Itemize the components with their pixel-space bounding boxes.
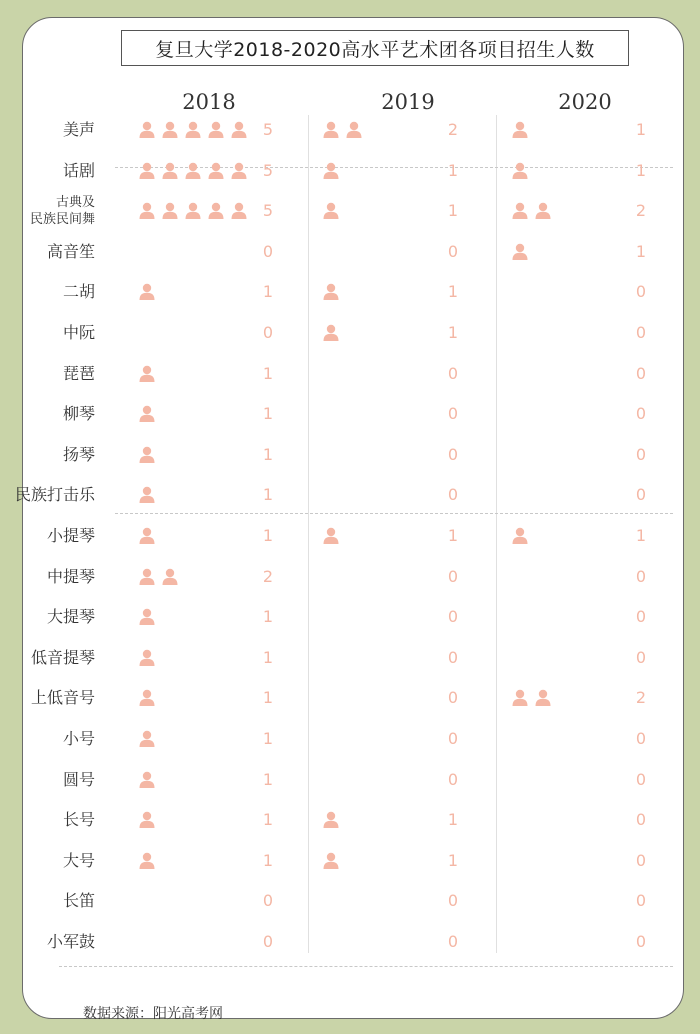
count-value: 1 xyxy=(262,850,274,870)
category-label: 话剧 xyxy=(62,160,95,180)
person-icon xyxy=(138,689,156,707)
column-separator xyxy=(496,115,497,953)
year-header: 2018 xyxy=(182,90,236,114)
person-icon xyxy=(161,568,179,586)
person-icon xyxy=(230,162,248,180)
count-value: 5 xyxy=(262,120,274,139)
count-value: 0 xyxy=(635,363,647,383)
count-value: 1 xyxy=(262,282,274,302)
person-icon xyxy=(322,162,340,180)
group-separator xyxy=(115,513,673,514)
person-icon xyxy=(322,121,340,139)
count-value: 1 xyxy=(635,526,647,545)
category-label: 圆号 xyxy=(62,769,95,789)
category-label: 古典及 民族民间舞 xyxy=(29,195,95,228)
data-source: 数据来源：阳光高考网 xyxy=(83,1006,223,1022)
count-value: 1 xyxy=(635,160,647,180)
count-value: 5 xyxy=(262,160,274,180)
person-icon xyxy=(184,162,202,180)
category-label: 上低音号 xyxy=(30,688,95,708)
category-label: 中提琴 xyxy=(46,566,95,586)
category-label: 低音提琴 xyxy=(30,647,95,667)
category-label: 长号 xyxy=(62,810,95,830)
person-icon xyxy=(345,121,363,139)
person-icon xyxy=(511,689,529,707)
count-value: 1 xyxy=(262,769,274,789)
person-icon xyxy=(230,202,248,220)
count-value: 1 xyxy=(262,526,274,545)
chart-title: 复旦大学2018-2020高水平艺术团各项目招生人数 xyxy=(121,30,629,66)
count-value: 1 xyxy=(447,850,459,870)
count-value: 1 xyxy=(262,444,274,464)
person-icon xyxy=(322,202,340,220)
person-icon xyxy=(138,608,156,626)
person-icon xyxy=(138,365,156,383)
count-value: 0 xyxy=(447,363,459,383)
count-value: 1 xyxy=(635,120,647,139)
person-icon xyxy=(138,446,156,464)
person-icon xyxy=(230,121,248,139)
person-icon xyxy=(184,202,202,220)
person-icon xyxy=(322,811,340,829)
count-value: 2 xyxy=(635,201,647,221)
count-value: 0 xyxy=(447,688,459,708)
person-icon xyxy=(322,283,340,301)
person-icon xyxy=(511,243,529,261)
count-value: 0 xyxy=(635,282,647,302)
count-value: 2 xyxy=(635,688,647,708)
count-value: 1 xyxy=(447,160,459,180)
count-value: 0 xyxy=(635,485,647,505)
chart-card xyxy=(14,17,684,1022)
category-label: 中阮 xyxy=(62,323,95,342)
count-value: 0 xyxy=(447,566,459,586)
category-label: 小号 xyxy=(62,729,95,748)
person-icon xyxy=(184,121,202,139)
count-value: 0 xyxy=(635,932,647,951)
count-value: 0 xyxy=(447,932,459,951)
person-icon xyxy=(138,852,156,870)
count-value: 1 xyxy=(262,810,274,830)
person-icon xyxy=(322,527,340,545)
count-value: 1 xyxy=(635,241,647,261)
person-icon xyxy=(138,568,156,586)
count-value: 1 xyxy=(262,363,274,383)
person-icon xyxy=(534,689,552,707)
count-value: 0 xyxy=(447,241,459,261)
count-value: 0 xyxy=(262,323,274,342)
category-label: 长笛 xyxy=(62,891,95,911)
person-icon xyxy=(207,121,225,139)
person-icon xyxy=(322,852,340,870)
person-icon xyxy=(161,121,179,139)
person-icon xyxy=(161,202,179,220)
person-icon xyxy=(138,486,156,504)
count-value: 0 xyxy=(635,891,647,911)
year-header: 2019 xyxy=(381,90,435,114)
category-label: 柳琴 xyxy=(62,404,95,424)
person-icon xyxy=(322,324,340,342)
person-icon xyxy=(138,283,156,301)
count-value: 1 xyxy=(262,729,274,748)
person-icon xyxy=(138,162,156,180)
count-value: 0 xyxy=(447,485,459,505)
count-value: 1 xyxy=(447,282,459,302)
count-value: 0 xyxy=(635,566,647,586)
category-label: 美声 xyxy=(62,120,95,139)
count-value: 0 xyxy=(447,607,459,627)
person-icon xyxy=(138,527,156,545)
count-value: 2 xyxy=(447,120,459,139)
count-value: 1 xyxy=(262,647,274,667)
person-icon xyxy=(138,811,156,829)
count-value: 1 xyxy=(262,607,274,627)
count-value: 5 xyxy=(262,201,274,221)
count-value: 1 xyxy=(447,323,459,342)
person-icon xyxy=(138,649,156,667)
category-label: 大号 xyxy=(62,850,95,870)
count-value: 1 xyxy=(447,526,459,545)
count-value: 0 xyxy=(447,891,459,911)
category-label: 小军鼓 xyxy=(46,932,95,951)
person-icon xyxy=(207,162,225,180)
category-label: 小提琴 xyxy=(46,526,95,545)
category-label: 高音笙 xyxy=(46,241,95,261)
count-value: 0 xyxy=(635,404,647,424)
count-value: 0 xyxy=(447,444,459,464)
person-icon xyxy=(207,202,225,220)
count-value: 0 xyxy=(262,241,274,261)
person-icon xyxy=(138,121,156,139)
count-value: 0 xyxy=(447,404,459,424)
count-value: 2 xyxy=(262,566,274,586)
count-value: 0 xyxy=(447,769,459,789)
count-value: 0 xyxy=(635,729,647,748)
category-label: 扬琴 xyxy=(62,444,95,464)
person-icon xyxy=(511,202,529,220)
count-value: 0 xyxy=(262,891,274,911)
person-icon xyxy=(138,405,156,423)
count-value: 0 xyxy=(447,729,459,748)
column-separator xyxy=(308,115,309,953)
person-icon xyxy=(511,527,529,545)
count-value: 1 xyxy=(262,688,274,708)
person-icon xyxy=(511,162,529,180)
category-label: 民族打击乐 xyxy=(14,485,95,505)
count-value: 0 xyxy=(635,769,647,789)
group-separator xyxy=(59,966,673,967)
person-icon xyxy=(138,730,156,748)
person-icon xyxy=(534,202,552,220)
count-value: 1 xyxy=(447,201,459,221)
count-value: 0 xyxy=(635,444,647,464)
person-icon xyxy=(511,121,529,139)
count-value: 0 xyxy=(635,647,647,667)
count-value: 0 xyxy=(447,647,459,667)
count-value: 0 xyxy=(635,607,647,627)
count-value: 0 xyxy=(635,850,647,870)
category-label: 大提琴 xyxy=(46,607,95,627)
category-label: 琵琶 xyxy=(62,363,95,383)
count-value: 1 xyxy=(447,810,459,830)
person-icon xyxy=(161,162,179,180)
year-header: 2020 xyxy=(558,90,612,114)
count-value: 0 xyxy=(635,323,647,342)
count-value: 0 xyxy=(635,810,647,830)
count-value: 0 xyxy=(262,932,274,951)
person-icon xyxy=(138,202,156,220)
category-label: 二胡 xyxy=(62,282,95,302)
person-icon xyxy=(138,771,156,789)
count-value: 1 xyxy=(262,404,274,424)
count-value: 1 xyxy=(262,485,274,505)
